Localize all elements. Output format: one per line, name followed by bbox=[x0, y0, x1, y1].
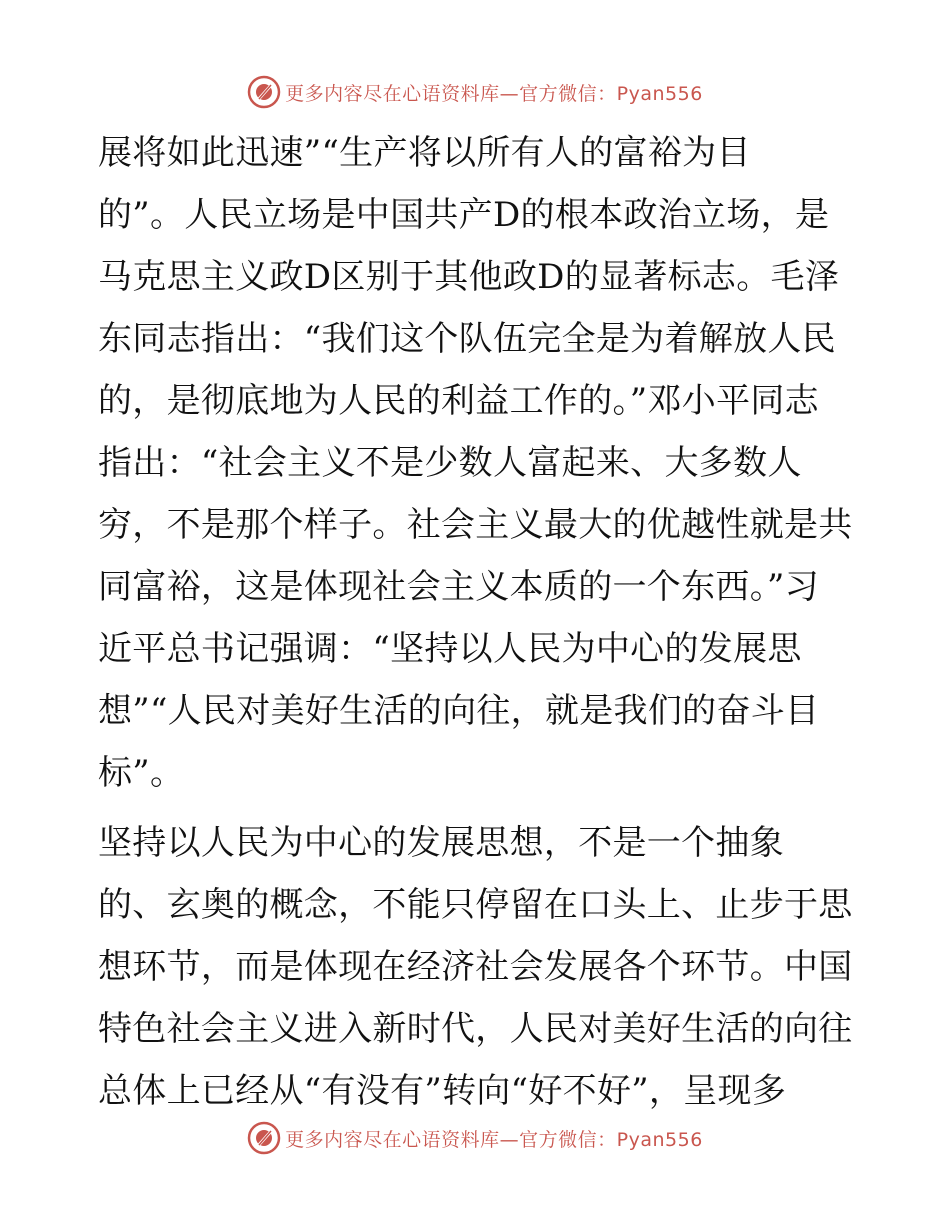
text-line: 展将如此迅速”“生产将以所有人的富裕为目 bbox=[98, 133, 751, 173]
text-line: 的，是彻底地为人民的利益工作的。”邓小平同志 bbox=[98, 381, 819, 421]
text-line: 东同志指出：“我们这个队伍完全是为着解放人民 bbox=[98, 319, 836, 359]
paragraph-gap bbox=[98, 804, 850, 812]
paragraph-2 bbox=[98, 812, 853, 1122]
footer-watermark bbox=[0, 1118, 950, 1158]
document-body bbox=[98, 122, 853, 1122]
text-line: 马克思主义政D区别于其他政D的显著标志。毛泽 bbox=[98, 257, 840, 297]
text-line: 的”。人民立场是中国共产D的根本政治立场，是 bbox=[98, 195, 830, 235]
text-line: 总体上已经从“有没有”转向“好不好”，呈现多 bbox=[98, 1071, 787, 1111]
text-line: 近平总书记强调：“坚持以人民为中心的发展思 bbox=[98, 629, 802, 669]
paragraph-1 bbox=[98, 122, 853, 804]
text-line: 穷，不是那个样子。社会主义最大的优越性就是共 bbox=[98, 505, 853, 545]
text-line: 想”“人民对美好生活的向往，就是我们的奋斗目 bbox=[98, 691, 820, 731]
seal-logo-icon bbox=[247, 1121, 281, 1155]
footer-watermark-text: 更多内容尽在心语资料库—官方微信：Pyan556 bbox=[285, 1128, 703, 1151]
text-line: 想环节，而是体现在经济社会发展各个环节。中国 bbox=[98, 947, 853, 987]
text-line: 的、玄奥的概念，不能只停留在口头上、止步于思 bbox=[98, 885, 853, 925]
text-line: 标”。 bbox=[98, 753, 185, 793]
text-line: 特色社会主义进入新时代，人民对美好生活的向往 bbox=[98, 1009, 853, 1049]
header-watermark bbox=[0, 72, 950, 112]
seal-logo-icon bbox=[247, 75, 281, 109]
text-line: 同富裕，这是体现社会主义本质的一个东西。”习 bbox=[98, 567, 819, 607]
header-watermark-text: 更多内容尽在心语资料库—官方微信：Pyan556 bbox=[285, 82, 703, 105]
text-line: 指出：“社会主义不是少数人富起来、大多数人 bbox=[98, 443, 802, 483]
text-line: 坚持以人民为中心的发展思想，不是一个抽象 bbox=[98, 823, 784, 863]
